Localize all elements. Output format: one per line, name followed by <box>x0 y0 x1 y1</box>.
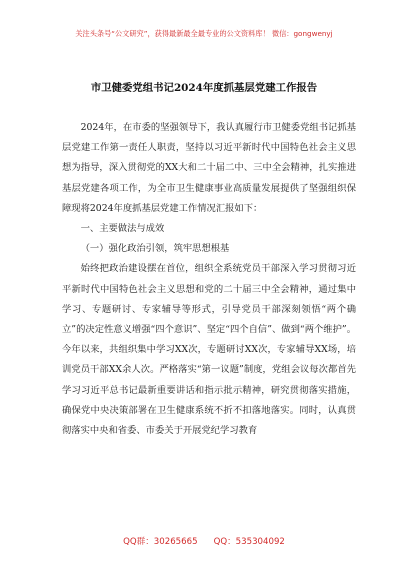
body-paragraph: 始终把政治建设摆在首位，组织全系统党员干部深入学习贯彻习近平新时代中国特色社会主义思想和党的二十届三中全会精神，通过集中学习、专题研讨、专家辅导等形式，引导党员干部深刻领悟“两个确立”的决定性意义增强“四个意识”、坚定“四个自信”、做到“两个维护”。今年以来，共组织集中学习XX次，专题研讨XX次，专家辅导XX场，培训党员干部XX余人次。严格落实“第一议题”制度，党组会议每次都首先学习习近平总书记最新重要讲话和指示批示精神，研究贯彻落实措施，确保党中央决策部署在卫生健康系统不折不扣落地落实。同时，认真贯彻落实中央和省委、市委关于开展党纪学习教育 <box>62 263 356 437</box>
contact-footer <box>0 535 408 547</box>
qq-number-text: QQ：535304092 <box>213 537 285 547</box>
qq-group-text: QQ群：30265665 <box>123 537 198 547</box>
subsection-heading: （一）强化政治引领，筑牢思想根基 <box>80 243 230 255</box>
section-heading: 一、主要做法与成效 <box>80 223 165 235</box>
document-body <box>62 118 356 441</box>
intro-paragraph: 2024年，在市委的坚强领导下，我认真履行市卫健委党组书记抓基层党建工作第一责任人职责，坚持以习近平新时代中国特色社会主义思想为指导，深入贯彻党的XX大和二十届二中、三中全会精神，扎实推进基层党建各项工作，为全市卫生健康事业高质量发展提供了坚强组织保障现将2024年度抓基层党建工作情况汇报如下： <box>62 122 356 214</box>
promo-banner: 关注头条号“公文研究”，获得最新最全最专业的公文资料库！ 微信：gongwenyj <box>75 29 333 38</box>
document-title: 市卫健委党组书记2024年度抓基层党建工作报告 <box>90 82 318 94</box>
